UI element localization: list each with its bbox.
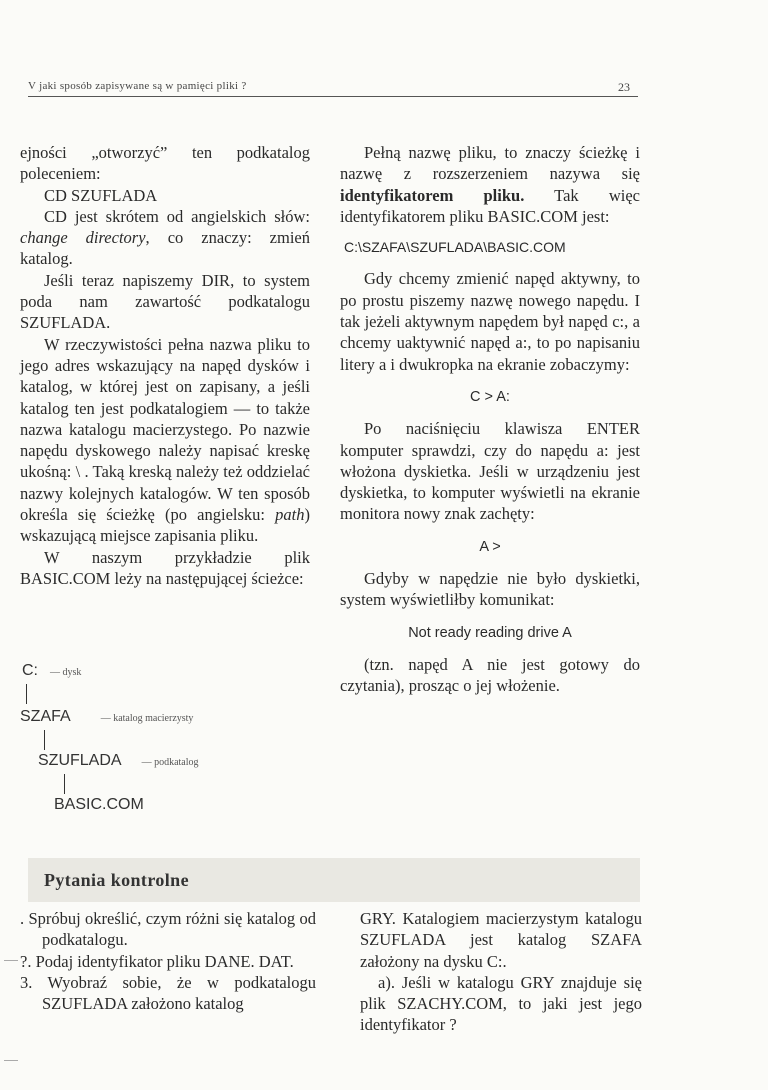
questions-left <box>20 908 316 1014</box>
paragraph: ejności „otworzyć” ten podkatalog poleceniem: <box>20 143 310 184</box>
tree-connector <box>26 684 27 704</box>
prompt-line: C > A: <box>470 388 510 405</box>
tree-note: — dysk <box>50 667 82 678</box>
command-line: CD SZUFLADA <box>44 185 158 205</box>
question: 3. Wyobraź sobie, że w podkatalogu SZUFLADA założono katalog <box>20 972 316 1014</box>
tree-note: — podkatalog <box>141 757 199 768</box>
system-message: Not ready reading drive A <box>408 624 572 641</box>
section-title: Pytania kontrolne <box>44 870 189 890</box>
header-rule <box>28 96 638 97</box>
question: . Spróbuj określić, czym różni się katalog od podkatalogu. <box>20 909 316 950</box>
paragraph: (tzn. napęd A nie jest gotowy do czytania), prosząc o jej włożenie. <box>340 654 640 696</box>
paragraph: Gdy chcemy zmienić napęd aktywny, to po prostu piszemy nazwę nowego napędu. I tak jeżeli aktywnym napędem był napęd c:, a chcemy uaktywnić napęd a:, to po napisaniu litery a i dwukropka na ekranie zobaczymy: <box>340 269 640 374</box>
tree-connector <box>64 774 65 794</box>
right-column <box>340 142 640 697</box>
page-number: 23 <box>618 80 630 94</box>
question-continuation: GRY. Katalogiem macierzystym katalogu SZUFLADA jest katalog SZAFA założony na dysku C:. <box>360 909 642 971</box>
file-path: C:\SZAFA\SZUFLADA\BASIC.COM <box>344 239 566 256</box>
paragraph: Gdyby w napędzie nie było dyskietki, system wyświetliłby komunikat: <box>340 569 640 610</box>
tree-connector <box>44 730 45 750</box>
paragraph: W naszym przykładzie plik BASIC.COM leży na następującej ścieżce: <box>20 547 310 588</box>
question: a). Jeśli w katalogu GRY znajduje się plik SZACHY.COM, to jaki jest jego identyfikator ? <box>360 972 642 1035</box>
tree-note: — katalog macierzysty <box>100 713 194 724</box>
paragraph: Jeśli teraz napiszemy DIR, to system poda nam zawartość podkatalogu SZUFLADA. <box>20 270 310 333</box>
prompt-line: A > <box>479 538 501 555</box>
margin-mark <box>4 1060 18 1061</box>
tree-parent: SZAFA — katalog macierzysty <box>20 708 194 725</box>
paragraph: W rzeczywistości pełna nazwa pliku to jego adres wskazujący na napęd dysków i katalog, w której jest on zapisany, a jeśli katalog ten jest podkatalogiem — to także nazwa katalogu macierzystego. Po nazwie napędu dyskowego należy napisać kreskę ukośną: \ . Taką kreską należy też oddzielać nazwy kolejnych katalogów. W ten sposób określa się ścieżkę (po angielsku: path) wskazującą miejsce zapisania pliku. <box>20 334 310 546</box>
tree-subdirectory: SZUFLADA — podkatalog <box>38 752 199 769</box>
tree-file: BASIC.COM <box>54 796 144 813</box>
paragraph: Pełną nazwę pliku, to znaczy ścieżkę i nazwę z rozszerzeniem nazywa się identyfikatorem pliku. Tak więc identyfikatorem pliku BASIC.COM jest: <box>340 143 640 226</box>
paragraph: Po naciśnięciu klawisza ENTER komputer sprawdzi, czy do napędu a: jest włożona dyskietka. Jeśli w urządzeniu jest dyskietka, to komputer wyświetli na ekranie monitora nowy znak zachęty: <box>340 419 640 524</box>
paragraph: CD jest skrótem od angielskich słów: change directory, co znaczy: zmień katalog. <box>20 206 310 269</box>
margin-mark <box>4 960 18 961</box>
tree-drive: C: — dysk <box>22 662 82 679</box>
questions-right <box>360 908 642 1036</box>
running-header: V jaki sposób zapisywane są w pamięci pliki ? <box>28 80 247 92</box>
left-column <box>20 142 310 589</box>
question: ?. Podaj identyfikator pliku DANE. DAT. <box>20 951 294 971</box>
